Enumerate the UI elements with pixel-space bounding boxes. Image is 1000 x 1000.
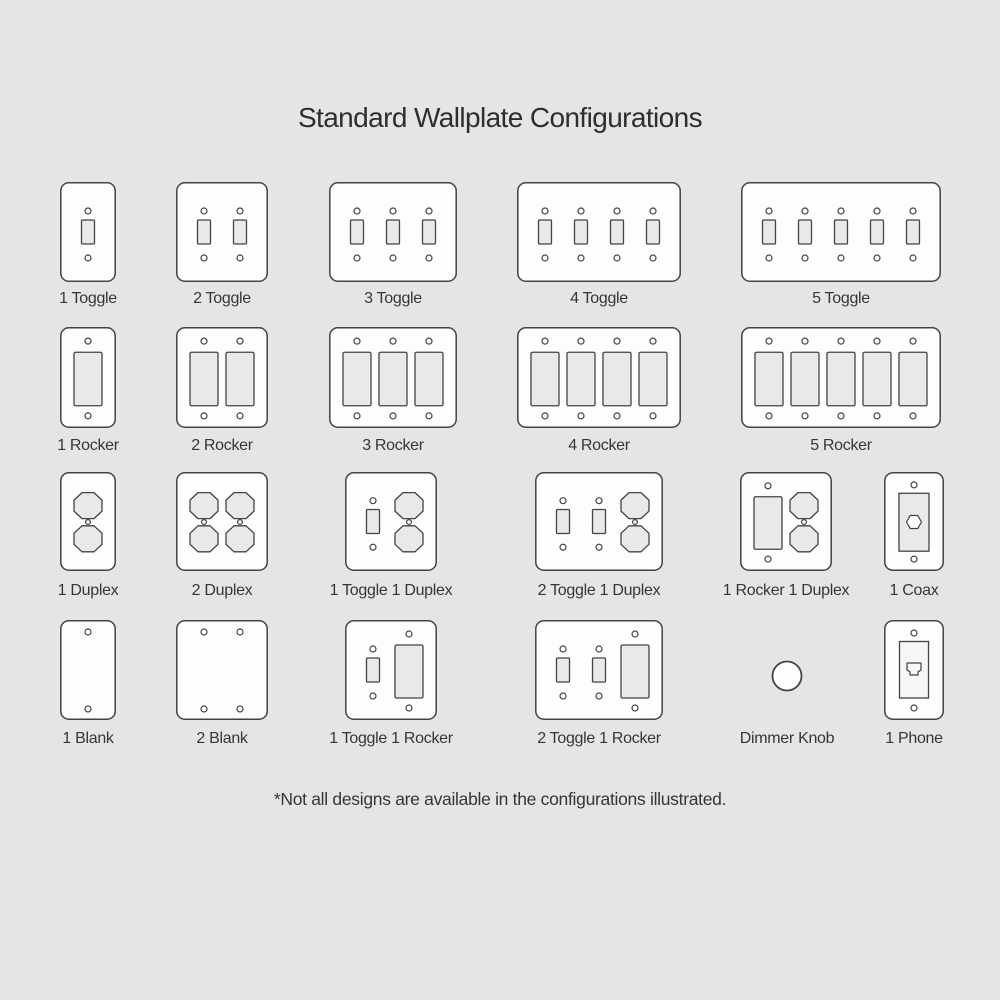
- screw-hole: [237, 629, 243, 635]
- rocker-cutout: [190, 352, 218, 406]
- screw-hole: [632, 631, 638, 637]
- screw-hole: [578, 338, 584, 344]
- plate-label-4-rocker: 4 Rocker: [568, 437, 630, 454]
- screw-hole: [911, 482, 917, 488]
- screw-hole: [237, 255, 243, 261]
- screw-hole: [201, 629, 207, 635]
- duplex-outlet-cutout: [790, 526, 818, 552]
- duplex-outlet-cutout: [74, 526, 102, 552]
- wallplate-2-toggle: [176, 182, 268, 282]
- screw-hole: [910, 208, 916, 214]
- wallplate-2-toggle-1-duplex: [535, 472, 663, 571]
- screw-hole: [765, 556, 771, 562]
- screw-hole: [201, 413, 207, 419]
- plate-face: [346, 473, 436, 570]
- rocker-cutout: [603, 352, 631, 406]
- screw-hole: [911, 705, 917, 711]
- toggle-cutout: [835, 220, 848, 244]
- rocker-cutout: [621, 645, 649, 698]
- plate-label-2-toggle: 2 Toggle: [193, 290, 251, 307]
- rocker-cutout: [395, 645, 423, 698]
- screw-hole: [650, 255, 656, 261]
- screw-hole: [237, 706, 243, 712]
- screw-hole: [802, 338, 808, 344]
- footnote: *Not all designs are available in the configurations illustrated.: [273, 789, 727, 809]
- rocker-cutout: [343, 352, 371, 406]
- screw-hole: [237, 338, 243, 344]
- plate-label-1-blank: 1 Blank: [62, 730, 114, 747]
- plate-label-1-coax: 1 Coax: [889, 582, 939, 599]
- screw-hole: [910, 338, 916, 344]
- screw-hole: [354, 255, 360, 261]
- screw-hole: [370, 498, 376, 504]
- toggle-cutout: [763, 220, 776, 244]
- toggle-cutout: [575, 220, 588, 244]
- toggle-cutout: [907, 220, 920, 244]
- duplex-outlet-cutout: [190, 526, 218, 552]
- screw-hole: [238, 520, 243, 525]
- coax-connector-icon: [907, 515, 922, 528]
- plate-face: [177, 473, 267, 570]
- screw-hole: [201, 208, 207, 214]
- screw-hole: [578, 413, 584, 419]
- rocker-cutout: [755, 352, 783, 406]
- screw-hole: [542, 338, 548, 344]
- screw-hole: [766, 208, 772, 214]
- plate-label-1-rocker: 1 Rocker: [57, 437, 119, 454]
- knob-circle: [773, 662, 802, 691]
- screw-hole: [802, 208, 808, 214]
- screw-hole: [650, 208, 656, 214]
- screw-hole: [802, 413, 808, 419]
- screw-hole: [370, 646, 376, 652]
- screw-hole: [201, 706, 207, 712]
- rocker-cutout: [863, 352, 891, 406]
- screw-hole: [632, 705, 638, 711]
- rocker-cutout: [226, 352, 254, 406]
- screw-hole: [406, 705, 412, 711]
- toggle-cutout: [557, 658, 570, 682]
- toggle-cutout: [539, 220, 552, 244]
- plate-label-1-toggle-1-rocker: 1 Toggle 1 Rocker: [329, 730, 453, 747]
- toggle-cutout: [423, 220, 436, 244]
- screw-hole: [766, 338, 772, 344]
- wallplate-2-blank: [176, 620, 268, 720]
- screw-hole: [578, 255, 584, 261]
- screw-hole: [426, 338, 432, 344]
- wallplate-1-phone: [884, 620, 944, 720]
- plate-label-4-toggle: 4 Toggle: [570, 290, 628, 307]
- screw-hole: [874, 208, 880, 214]
- plate-label-2-toggle-1-rocker: 2 Toggle 1 Rocker: [537, 730, 661, 747]
- screw-hole: [390, 338, 396, 344]
- wallplate-1-blank: [60, 620, 116, 720]
- screw-hole: [85, 338, 91, 344]
- plate-label-1-toggle: 1 Toggle: [59, 290, 117, 307]
- wallplate-3-toggle: [329, 182, 457, 282]
- toggle-cutout: [557, 510, 570, 534]
- wallplate-1-duplex: [60, 472, 116, 571]
- screw-hole: [838, 413, 844, 419]
- screw-hole: [614, 338, 620, 344]
- plate-label-1-rocker-1-duplex: 1 Rocker 1 Duplex: [722, 582, 850, 599]
- plate-label-2-blank: 2 Blank: [196, 730, 248, 747]
- toggle-cutout: [593, 658, 606, 682]
- screw-hole: [560, 498, 566, 504]
- screw-hole: [426, 255, 432, 261]
- screw-hole: [85, 629, 91, 635]
- screw-hole: [542, 413, 548, 419]
- screw-hole: [85, 706, 91, 712]
- plate-label-dimmer-knob: Dimmer Knob: [739, 730, 835, 747]
- screw-hole: [370, 544, 376, 550]
- plate-label-1-phone: 1 Phone: [885, 730, 943, 747]
- screw-hole: [560, 693, 566, 699]
- rocker-cutout: [899, 352, 927, 406]
- screw-hole: [390, 255, 396, 261]
- screw-hole: [390, 208, 396, 214]
- toggle-cutout: [593, 510, 606, 534]
- screw-hole: [596, 498, 602, 504]
- wallplate-1-rocker: [60, 327, 116, 428]
- screw-hole: [578, 208, 584, 214]
- plate-label-2-duplex: 2 Duplex: [191, 582, 253, 599]
- toggle-cutout: [871, 220, 884, 244]
- screw-hole: [85, 413, 91, 419]
- screw-hole: [838, 255, 844, 261]
- screw-hole: [201, 338, 207, 344]
- wallplate-4-rocker: [517, 327, 681, 428]
- screw-hole: [370, 693, 376, 699]
- screw-hole: [838, 208, 844, 214]
- screw-hole: [874, 338, 880, 344]
- screw-hole: [407, 520, 412, 525]
- screw-hole: [650, 413, 656, 419]
- screw-hole: [406, 631, 412, 637]
- toggle-cutout: [611, 220, 624, 244]
- screw-hole: [237, 413, 243, 419]
- wallplate-5-rocker: [741, 327, 941, 428]
- rocker-cutout: [827, 352, 855, 406]
- toggle-cutout: [647, 220, 660, 244]
- wallplate-1-rocker-1-duplex: [740, 472, 832, 571]
- screw-hole: [766, 255, 772, 261]
- duplex-outlet-cutout: [790, 493, 818, 519]
- plate-label-1-duplex: 1 Duplex: [57, 582, 119, 599]
- screw-hole: [650, 338, 656, 344]
- screw-hole: [596, 646, 602, 652]
- toggle-cutout: [82, 220, 95, 244]
- rocker-cutout: [415, 352, 443, 406]
- screw-hole: [596, 544, 602, 550]
- screw-hole: [390, 413, 396, 419]
- toggle-cutout: [367, 658, 380, 682]
- duplex-outlet-cutout: [621, 526, 649, 552]
- plate-face: [177, 183, 267, 281]
- plate-face: [177, 621, 267, 719]
- plate-label-5-rocker: 5 Rocker: [810, 437, 872, 454]
- plate-label-2-toggle-1-duplex: 2 Toggle 1 Duplex: [537, 582, 661, 599]
- screw-hole: [426, 413, 432, 419]
- screw-hole: [542, 208, 548, 214]
- screw-hole: [354, 413, 360, 419]
- rocker-cutout: [754, 497, 782, 549]
- screw-hole: [614, 208, 620, 214]
- wallplate-2-duplex: [176, 472, 268, 571]
- screw-hole: [85, 255, 91, 261]
- screw-hole: [911, 630, 917, 636]
- screw-hole: [838, 338, 844, 344]
- wallplate-1-toggle-1-rocker: [345, 620, 437, 720]
- screw-hole: [802, 520, 807, 525]
- wallplate-3-rocker: [329, 327, 457, 428]
- rocker-cutout: [379, 352, 407, 406]
- plate-label-3-toggle: 3 Toggle: [364, 290, 422, 307]
- wallplate-1-coax: [884, 472, 944, 571]
- screw-hole: [633, 520, 638, 525]
- duplex-outlet-cutout: [74, 493, 102, 519]
- screw-hole: [614, 413, 620, 419]
- plate-label-2-rocker: 2 Rocker: [191, 437, 253, 454]
- plate-label-5-toggle: 5 Toggle: [812, 290, 870, 307]
- toggle-cutout: [234, 220, 247, 244]
- screw-hole: [614, 255, 620, 261]
- duplex-outlet-cutout: [395, 526, 423, 552]
- rocker-cutout: [791, 352, 819, 406]
- duplex-outlet-cutout: [226, 526, 254, 552]
- screw-hole: [202, 520, 207, 525]
- screw-hole: [354, 338, 360, 344]
- screw-hole: [596, 693, 602, 699]
- screw-hole: [911, 556, 917, 562]
- page-title: Standard Wallplate Configurations: [297, 102, 703, 133]
- duplex-outlet-cutout: [226, 493, 254, 519]
- duplex-outlet-cutout: [190, 493, 218, 519]
- screw-hole: [910, 413, 916, 419]
- rocker-cutout: [74, 352, 102, 406]
- wallplate-5-toggle: [741, 182, 941, 282]
- toggle-cutout: [198, 220, 211, 244]
- wallplate-1-toggle-1-duplex: [345, 472, 437, 571]
- duplex-outlet-cutout: [621, 493, 649, 519]
- duplex-outlet-cutout: [395, 493, 423, 519]
- screw-hole: [766, 413, 772, 419]
- wallplate-1-toggle: [60, 182, 116, 282]
- screw-hole: [237, 208, 243, 214]
- rocker-cutout: [531, 352, 559, 406]
- rocker-cutout: [639, 352, 667, 406]
- rocker-cutout: [567, 352, 595, 406]
- toggle-cutout: [367, 510, 380, 534]
- toggle-cutout: [387, 220, 400, 244]
- dimmer-knob-illustration: [769, 658, 805, 694]
- screw-hole: [874, 255, 880, 261]
- screw-hole: [874, 413, 880, 419]
- screw-hole: [802, 255, 808, 261]
- screw-hole: [426, 208, 432, 214]
- screw-hole: [354, 208, 360, 214]
- wallplate-4-toggle: [517, 182, 681, 282]
- plate-label-3-rocker: 3 Rocker: [362, 437, 424, 454]
- screw-hole: [85, 208, 91, 214]
- screw-hole: [765, 483, 771, 489]
- screw-hole: [86, 520, 91, 525]
- screw-hole: [910, 255, 916, 261]
- screw-hole: [542, 255, 548, 261]
- screw-hole: [560, 544, 566, 550]
- toggle-cutout: [351, 220, 364, 244]
- wallplate-2-rocker: [176, 327, 268, 428]
- wallplate-2-toggle-1-rocker: [535, 620, 663, 720]
- screw-hole: [560, 646, 566, 652]
- toggle-cutout: [799, 220, 812, 244]
- screw-hole: [201, 255, 207, 261]
- plate-label-1-toggle-1-duplex: 1 Toggle 1 Duplex: [329, 582, 453, 599]
